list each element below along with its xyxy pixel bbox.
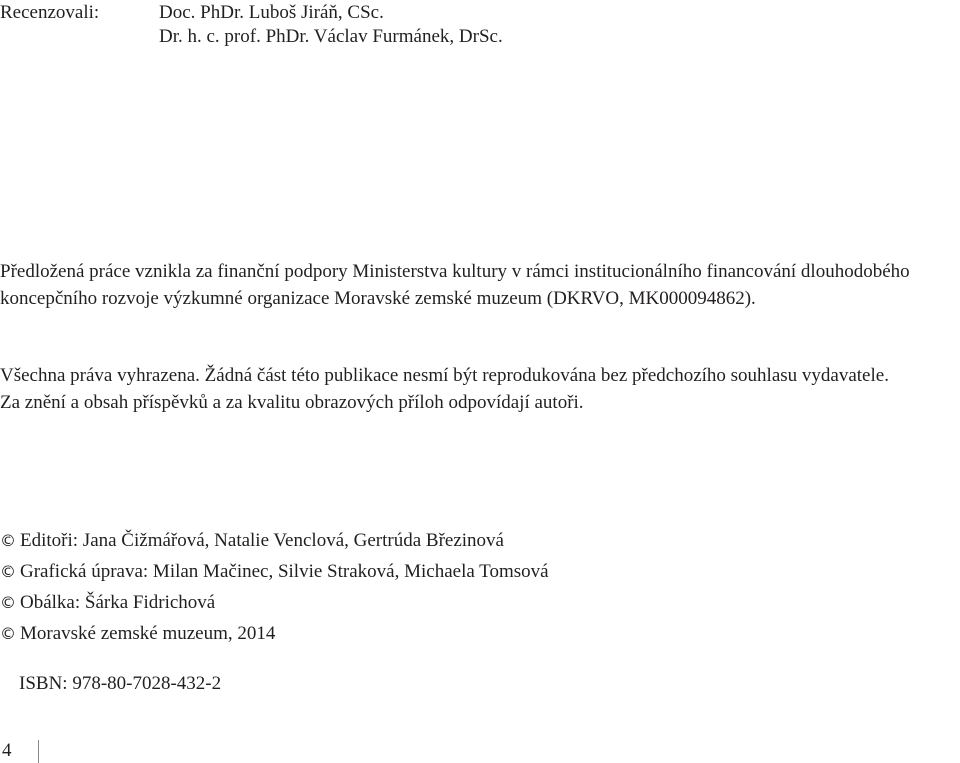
- funding-note: Předložená práce vznikla za finanční podpory Ministerstva kultury v rámci institucionálního financování dlouhodobého koncepčního rozvoje výzkumné organizace Moravské zemské muzeum (DKRVO, MK000094862).: [0, 261, 910, 309]
- credit-line: © Editoři: Jana Čižmářová, Natalie Venclová, Gertrúda Březinová: [0, 530, 504, 551]
- rights-notice: Všechna práva vyhrazena. Žádná část této publikace nesmí být reprodukována bez předchozího souhlasu vydavatele. Za znění a obsah příspěvků a za kvalitu obrazových příloh odpovídají autoři.: [0, 365, 889, 413]
- credits-list: [0, 525, 549, 649]
- credit-line: © Moravské zemské muzeum, 2014: [0, 623, 276, 644]
- reviewers-label: Recenzovali:: [0, 2, 100, 23]
- copyright-symbol: ©: [0, 624, 16, 643]
- credit-line: © Obálka: Šárka Fidrichová: [0, 592, 216, 613]
- reviewer-name: Dr. h. c. prof. PhDr. Václav Furmánek, DrSc.: [159, 26, 503, 47]
- copyright-symbol: ©: [0, 531, 16, 550]
- isbn: ISBN: 978-80-7028-432-2: [19, 673, 222, 694]
- page-number: 4: [2, 740, 12, 761]
- credit-line: © Grafická úprava: Milan Mačinec, Silvie Straková, Michaela Tomsová: [0, 561, 549, 582]
- page-divider: [38, 740, 39, 763]
- copyright-symbol: ©: [0, 562, 16, 581]
- reviewer-name: Doc. PhDr. Luboš Jiráň, CSc.: [159, 2, 384, 23]
- copyright-symbol: ©: [0, 593, 16, 612]
